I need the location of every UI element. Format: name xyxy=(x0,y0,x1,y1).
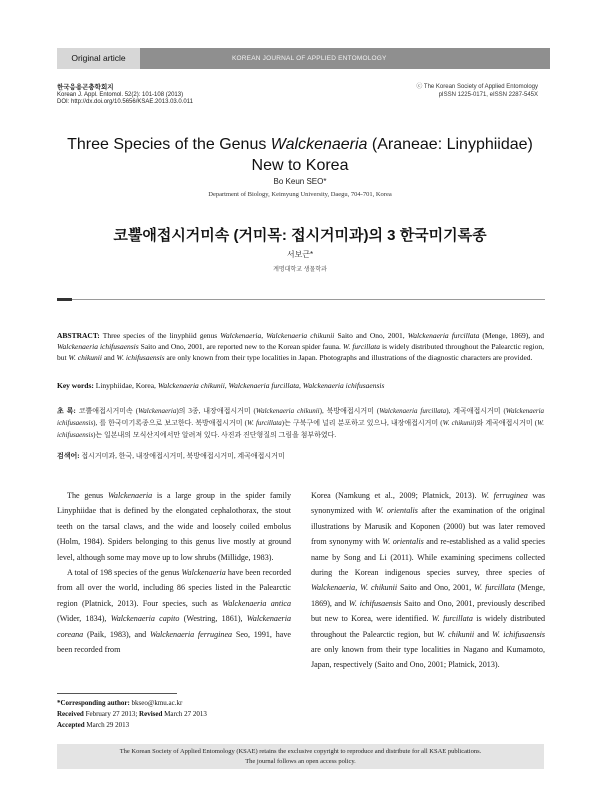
footer-line: The Korean Society of Applied Entomology (KSAE) retains the exclusive copyright to reproduce and distribute for all KSAE publications. xyxy=(119,748,482,755)
abstract-kr-taxon: W. furcillata xyxy=(246,419,282,427)
body-taxon: W. furcillata xyxy=(431,614,473,624)
revised-label: Revised xyxy=(139,710,163,718)
affiliation-kr: 계명대학교 생물학과 xyxy=(273,267,327,273)
body-text: (Menge, 1869), and xyxy=(311,583,545,608)
abstract-kr-taxon: Walckenaeria furcillata xyxy=(379,407,447,415)
abstract-taxon: Walckenaeria, Walckenaeria chikunii xyxy=(220,331,335,340)
body-text: and re-established as a valid species name by Song and Li (2011). While examining specimens collected during the Korean indigenous species survey, three species of xyxy=(311,537,545,578)
body-taxon: W. chikunii xyxy=(436,629,475,639)
author-kr: 서보근* xyxy=(286,250,314,259)
footer-line: The journal follows an open access policy. xyxy=(245,758,356,765)
abstract-kr-taxon: W. ichifusaensis xyxy=(57,419,545,439)
abstract-kr xyxy=(57,405,544,441)
abstract-text: (Menge, 1869), and xyxy=(479,331,544,340)
section-divider-thick xyxy=(57,298,72,301)
abstract-kr-taxon: W. chikunii xyxy=(442,419,475,427)
abstract-taxon: W. ichifusaensis xyxy=(116,353,165,362)
body-text: Saito and Ono, 2001, previously described but new to Korea, were identified. xyxy=(311,598,545,624)
abstract-text: Saito and Ono, 2001, are reported new to the Korean spider fauna. xyxy=(138,342,343,351)
body-taxon: W. ferruginea xyxy=(481,491,528,500)
abstract-kr-taxon: Walckenaeria xyxy=(138,407,177,415)
body-taxon: Walckenaeria coreana xyxy=(57,614,291,639)
author-en: Bo Keun SEO* xyxy=(273,177,327,186)
abstract-taxon: Walckenaeria ichifusaensis xyxy=(57,342,139,351)
abstract-text: is widely distributed throughout the Palearctic region, but xyxy=(57,342,544,362)
title-line2: New to Korea xyxy=(251,157,349,174)
keywords-taxa: Walckenaeria chikunii, Walckenaeria furcillata, Walckenaeria ichifusaensis xyxy=(157,381,385,390)
abstract-kr-taxon: Walckenaeria chikunii xyxy=(255,407,320,415)
abstract-text: Three species of the linyphiid genus xyxy=(99,331,221,340)
received-label: Received xyxy=(57,710,84,718)
body-paragraph xyxy=(57,488,291,565)
body-taxon: W. ichifusaensis xyxy=(492,629,546,639)
accepted-label: Accepted xyxy=(57,721,85,729)
journal-title-kr: 한국응용곤충학회지 xyxy=(57,84,114,91)
body-text: (Paik, 1983), and xyxy=(83,629,150,639)
abstract-kr-text: )는 구북구에 널리 분포하고 있으나, 내장애접시거미 ( xyxy=(281,419,443,427)
revised-date: March 27 2013 xyxy=(162,710,207,718)
body-taxon: Walckenaeria antica xyxy=(222,598,291,608)
footnote-divider xyxy=(57,693,177,694)
abstract-taxon: W. chikunii xyxy=(68,353,102,362)
abstract-text: and xyxy=(101,353,117,362)
copyright-block xyxy=(388,84,538,99)
body-text: Korea (Namkung et al., 2009; Platnick, 2013). xyxy=(311,491,482,500)
body-text: Seo, 1991, have been recorded from xyxy=(57,629,291,655)
copyright-line: ⓒ The Korean Society of Applied Entomology xyxy=(416,84,538,90)
body-taxon: Walckenaeria xyxy=(181,568,226,578)
received-date: February 27 2013; xyxy=(83,710,140,718)
body-taxon: W. furcillata xyxy=(474,583,515,593)
body-text: are only known from their type localities in Nagano and Kumamoto, Japan, respectively (Saito and Ono, 2001; Platnick, 2013). xyxy=(311,645,545,670)
body-taxon: Walckenaeria, W. chikunii xyxy=(311,583,398,593)
abstract-kr-text: ), 북방애접시거미 ( xyxy=(319,407,380,415)
corresponding-author xyxy=(57,698,291,709)
title-genus: Walckenaeria xyxy=(270,136,368,153)
abstract-kr-text: )는 일본내의 모식산지에서만 알려져 있다. 사진과 진단형질의 그림을 첨부하였다. xyxy=(93,431,337,439)
body-taxon: W. ichifusaensis xyxy=(348,598,402,608)
keywords-kr xyxy=(57,451,544,462)
abstract-label: ABSTRACT: xyxy=(57,331,100,340)
affiliation-en: Department of Biology, Keimyung University, Daegu, 704-701, Korea xyxy=(208,191,392,198)
keywords-kr-text: 접시거미과, 한국, 내장애접시거미, 북방애접시거미, 계곡애접시거미 xyxy=(79,452,285,460)
abstract-kr-text: )와 계곡애접시거미 ( xyxy=(474,419,538,427)
body-column-right xyxy=(311,488,545,673)
abstract-en xyxy=(57,330,544,363)
accepted-date: March 29 2013 xyxy=(84,721,130,729)
abstract-kr-text: ), 를 한국미기록종으로 보고한다. 북방애접시거미 ( xyxy=(93,419,247,427)
footnotes xyxy=(57,698,291,731)
body-paragraph xyxy=(57,565,291,657)
body-text: Saito and Ono, 2001, xyxy=(397,583,475,593)
issn-line: pISSN 1225-0171, eISSN 2287-545X xyxy=(438,91,538,98)
citation-line: Korean J. Appl. Entomol. 52(2): 101-108 (2013) xyxy=(57,91,184,98)
body-taxon: Walckenaeria ferruginea xyxy=(149,629,233,639)
body-taxon: Walckenaeria capito xyxy=(110,614,180,624)
abstract-taxon: Walckenaeria furcillata xyxy=(407,331,480,340)
article-title-kr: 코뿔애접시거미속 (거미목: 접시거미과)의 3 한국미기록종 xyxy=(113,227,487,244)
body-text: and xyxy=(474,629,493,639)
article-title-en xyxy=(40,134,560,176)
body-text: A total of 198 species of the genus xyxy=(67,568,182,578)
keywords-text: Linyphiidae, Korea, xyxy=(93,381,158,390)
title-part: Three Species of the Genus xyxy=(67,136,271,153)
abstract-taxon: W. furcillata xyxy=(342,342,380,351)
doi-link[interactable]: DOI: http://dx.doi.org/10.5656/KSAE.2013.03.0.011 xyxy=(57,99,193,106)
body-text: The genus xyxy=(67,491,108,500)
body-text: is a large group in the spider family Linyphiidae that is defined by the elongated cephalothorax, the stout teeth on the tarsal claws, and the wide and loosely coiled embolus (Holm, 1984). Spiders belonging to this genus live mostly at ground level, although some may move up to low shrubs (Millidge, 1983). xyxy=(57,491,291,562)
abstract-kr-text: ), 계곡애접시거미 ( xyxy=(446,407,506,415)
body-column-left xyxy=(57,488,291,657)
abstract-text: Saito and Ono, 2001, xyxy=(334,331,408,340)
body-text: after the examination of the original illustrations by Marusik and Koponen (2000) but was later removed from synonymy with xyxy=(311,506,545,547)
title-part: (Araneae: Linyphiidae) xyxy=(367,136,533,153)
journal-name-banner: KOREAN JOURNAL OF APPLIED ENTOMOLOGY xyxy=(140,48,550,69)
abstract-kr-taxon: Walckenaeria ichifusaensis xyxy=(57,407,545,427)
section-divider xyxy=(72,299,545,300)
abstract-kr-label: 초 록: xyxy=(57,407,76,415)
body-taxon: Walckenaeria xyxy=(107,491,153,500)
copyright-footer xyxy=(57,744,544,769)
body-text: have been recorded from all over the world, including 86 species listed in the Palearctic region (Platnick, 2013). Four species, such as xyxy=(57,568,291,608)
keywords-kr-label: 검색어: xyxy=(57,452,80,460)
body-text: was synonymized with xyxy=(311,491,545,516)
keywords-label: Key words: xyxy=(57,381,94,390)
abstract-text: are only known from their type localities in Japan. Photographs and illustrations of the diagnostic characters are provided. xyxy=(164,353,533,362)
abstract-kr-text: )의 3종, 내장애접시거미 ( xyxy=(176,407,256,415)
body-text: is widely distributed throughout the Palearctic region, but xyxy=(311,614,546,639)
body-taxon: W. orientalis xyxy=(375,506,418,516)
keywords-en xyxy=(57,380,544,391)
body-text: (Wider, 1834), xyxy=(57,614,111,624)
article-type-badge: Original article xyxy=(57,48,140,69)
corr-email[interactable]: bkseo@kmu.ac.kr xyxy=(129,699,183,707)
body-paragraph xyxy=(311,488,545,673)
body-taxon: W. orientalis xyxy=(382,537,424,547)
citation-block xyxy=(57,84,193,107)
dates-line xyxy=(57,709,291,720)
accepted-line xyxy=(57,720,291,731)
abstract-kr-text: 코뿔애접시거미속 ( xyxy=(75,407,139,415)
corr-label: *Corresponding author: xyxy=(57,699,130,707)
body-text: (Westring, 1861), xyxy=(179,614,247,624)
